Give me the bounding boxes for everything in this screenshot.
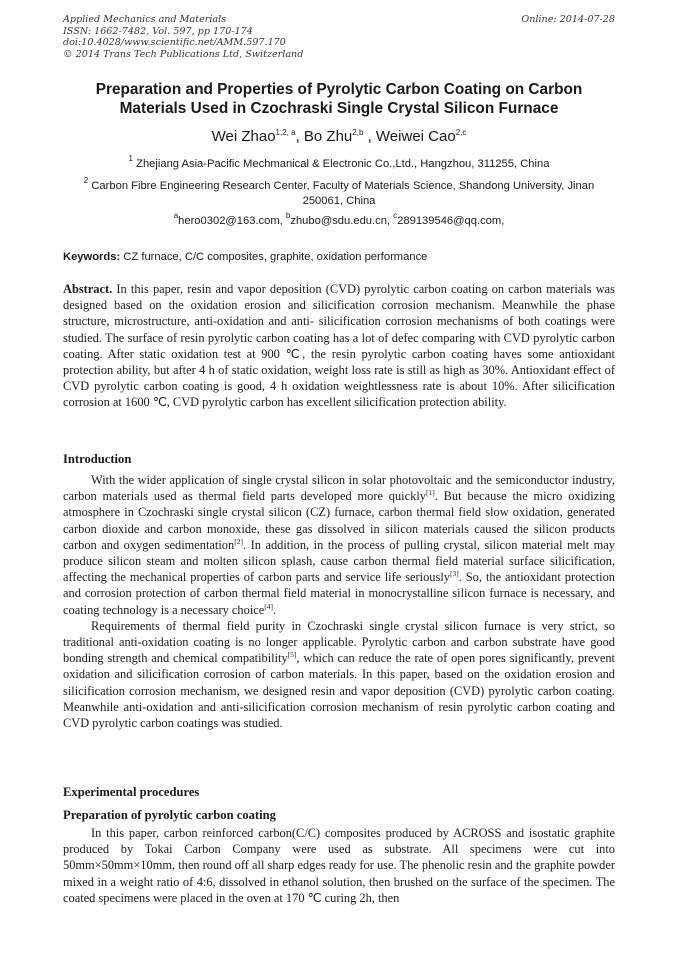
citation-ref[interactable]: [2]: [234, 536, 243, 546]
email-mark: a: [173, 211, 179, 220]
keywords: [63, 250, 615, 265]
keywords-text: CZ furnace, C/C composites, graphite, oxidation performance: [120, 251, 428, 263]
author-name: Wei Zhao: [211, 128, 276, 145]
experimental-body: [63, 825, 615, 906]
abstract-text: In this paper, resin and vapor deposition (CVD) pyrolytic carbon coating on carbon materials was designed based on the oxidation erosion and silicification corrosion mechanism. Meanwhile the phase structure, microstructure, anti-oxidation and anti- silicification corrosion mechanisms of both coatings were studied. The surface of resin pyrolytic carbon coating has a lot of defec comparing with CVD pyrolytic carbon coating. After static oxidation test at 900 ℃, the resin pyrolytic carbon coating haves some antioxidant protection ability, but after 4 h of static oxidation, weight loss rate is still as high as 30%. Antioxidant effect of CVD pyrolytic carbon coating is good, 4 h oxidation weightlessness rate is about 10%. After silicification corrosion at 1600 ℃, CVD pyrolytic carbon has excellent silicification protection ability.: [63, 282, 615, 410]
email-address[interactable]: hero0302@163.com,: [178, 215, 286, 227]
affiliation-number: 1: [128, 154, 133, 163]
text-run: . In addition, in the process of pulling crystal, silicon material melt may produce silicon steam and molten silicon splash, cause carbon thermal field material surface silicification, affecting the mechanical properties of carbon parts and service life seriously: [63, 537, 615, 585]
issn-line: ISSN: 1662-7482, Vol. 597, pp 170-174: [63, 25, 253, 37]
author-separator: ,: [295, 128, 304, 145]
email-list: [63, 211, 615, 229]
author-affiliation-mark: 2,c: [455, 128, 467, 137]
abstract: [63, 281, 615, 411]
text-run: With the wider application of single crystal silicon in solar photovoltaic and the semiconductor industry, carbon materials used as thermal field parts developed more quickly: [63, 473, 615, 504]
journal-header: [63, 14, 615, 60]
author-affiliation-mark: 1,2, a: [275, 128, 296, 137]
author-name: Bo Zhu: [303, 128, 353, 145]
author-list: [63, 127, 615, 146]
email-mark: c: [393, 211, 398, 220]
affiliation-text: Carbon Fibre Engineering Research Center, Faculty of Materials Science, Shandong University, Jinan 250061, China: [91, 180, 595, 207]
citation-ref[interactable]: [3]: [449, 569, 459, 579]
experimental-heading: Experimental procedures: [63, 785, 200, 799]
introduction-body: [63, 472, 615, 731]
introduction-heading: Introduction: [63, 452, 132, 466]
citation-ref[interactable]: [5]: [287, 650, 297, 660]
journal-name: Applied Mechanics and Materials: [63, 14, 227, 25]
preparation-subheading: Preparation of pyrolytic carbon coating: [63, 808, 276, 822]
abstract-label: Abstract.: [63, 282, 113, 296]
text-run: Requirements of thermal field purity in Czochraski single crystal silicon furnace is very strict, so traditional anti-oxidation coating is no longer applicable. Pyrolytic carbon and carbon substrate have good bonding strength and chemical compatibility: [63, 618, 615, 666]
intro-paragraph-1: [63, 472, 615, 618]
author-name: Weiwei Cao: [375, 128, 456, 145]
paper-title: Preparation and Properties of Pyrolytic Carbon Coating on Carbon Materials Used in Czochraski Single Crystal Silicon Furnace: [95, 81, 583, 117]
online-date: Online: 2014-07-28: [521, 14, 615, 25]
doi-line: doi:10.4028/www.scientific.net/AMM.597.170: [63, 37, 286, 49]
email-mark: b: [285, 211, 291, 220]
citation-ref[interactable]: [1]: [425, 488, 435, 498]
intro-paragraph-2: [63, 618, 615, 731]
text-run: .: [273, 602, 277, 617]
email-address[interactable]: 289139546@qq.com,: [397, 215, 505, 227]
text-run: . So, the antioxidant protection and corrosion protection of carbon thermal field material in monocrystalline silicon furnace is necessary, and coating technology is a necessary choice: [63, 570, 616, 617]
text-run: , which can reduce the rate of open pores significantly, prevent oxidation and silicification corrosion of carbon materials. In this paper, based on the oxidation erosion and silicification corrosion mechanism, we designed resin and vapor deposition (CVD) pyrolytic carbon coating. Meanwhile anti-oxidation and anti-silicification corrosion mechanism of resin pyrolytic carbon coating and CVD pyrolytic carbon coatings was studied.: [63, 651, 615, 731]
author-separator: ,: [363, 128, 376, 145]
author-affiliation-mark: 2,b: [352, 128, 364, 137]
experimental-paragraph-1: In this paper, carbon reinforced carbon(C/C) composites produced by ACROSS and isostatic graphite produced by Tokai Carbon Company were used as substrate. All specimens were cut into 50mm×50mm×10mm, then round off all sharp edges ready for use. The phenolic resin and the graphite powder mixed in a weight ratio of 4:6, dissolved in ethanol solution, then brushed on the surface of the specimen. The coated specimens were placed in the oven at 170 ℃ curing 2h, then: [63, 826, 615, 905]
copyright-line: © 2014 Trans Tech Publications Ltd, Switzerland: [63, 48, 304, 60]
email-address[interactable]: zhubo@sdu.edu.cn,: [290, 215, 394, 227]
text-run: . But because the micro oxidizing atmosphere in Czochraski single crystal silicon (CZ) furnace, carbon thermal field slow oxidation, generated carbon dioxide and carbon monoxide, these gas dissolved in silicon materials caused the silicon products carbon and oxygen sedimentation: [63, 489, 616, 552]
affiliation-text: Zhejiang Asia-Pacific Mechmanical & Electronic Co.,Ltd., Hangzhou, 311255, China: [136, 158, 550, 170]
affiliation-2: [63, 176, 615, 209]
affiliation-number: 2: [83, 176, 89, 185]
keywords-label: Keywords:: [63, 251, 121, 263]
citation-ref[interactable]: [4]: [264, 601, 274, 611]
affiliation-1: [63, 154, 615, 172]
